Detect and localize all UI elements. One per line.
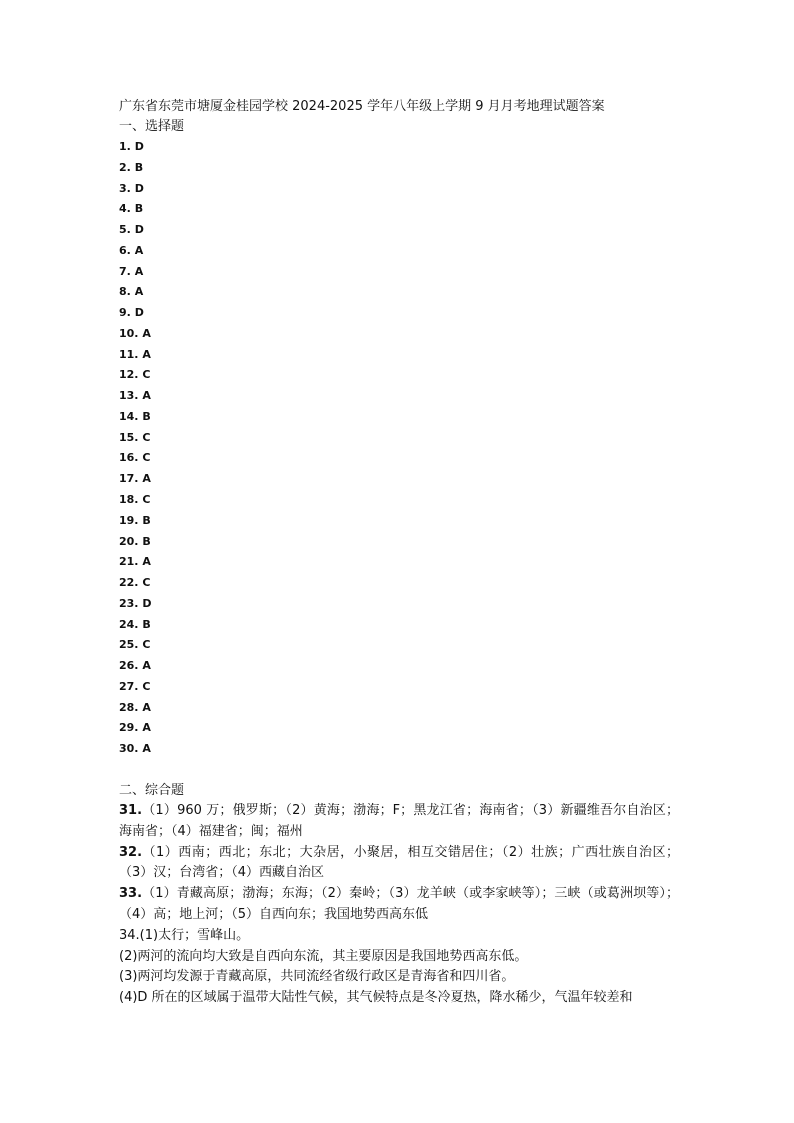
answer-choice: B bbox=[142, 534, 151, 548]
answer-choice: A bbox=[134, 285, 144, 299]
question-34-line-4: (4)D 所在的区域属于温带大陆性气候，其气候特点是冬冷夏热，降水稀少，气温年较差和 bbox=[119, 990, 633, 1006]
answer-item bbox=[119, 490, 679, 511]
answer-choice: D bbox=[134, 140, 144, 153]
question-33-text: （1）青藏高原；渤海；东海；（2）秦岭；（3）龙羊峡（或李家峡等）；三峡（或葛洲坝等）；（4）高；地上河；（5）自西向东；我国地势西高东低 bbox=[119, 886, 679, 922]
answer-number: 13. bbox=[119, 389, 139, 403]
answer-item bbox=[119, 511, 679, 532]
answer-number: 8. bbox=[119, 285, 131, 299]
answer-choice: D bbox=[142, 596, 152, 610]
answer-choice: C bbox=[142, 493, 151, 507]
answer-item bbox=[119, 532, 679, 553]
question-31-text: （1）960 万；俄罗斯；（2）黄海；渤海；F；黑龙江省；海南省；（3）新疆维吾尔自治区；海南省；（4）福建省；闽；福州 bbox=[119, 802, 679, 839]
answer-item bbox=[119, 303, 679, 324]
question-33-number: 33. bbox=[119, 886, 143, 902]
multiple-choice-answer-list bbox=[119, 137, 679, 760]
question-34-line-3: (3)两河均发源于青藏高原，共同流经省级行政区是青海省和四川省。 bbox=[119, 969, 515, 985]
answer-number: 9. bbox=[119, 306, 131, 320]
answer-choice: A bbox=[142, 555, 151, 569]
answer-choice: D bbox=[134, 223, 144, 237]
answer-number: 1. bbox=[119, 140, 131, 153]
document-title: 广东省东莞市塘厦金桂园学校 2024-2025 学年八年级上学期 9 月月考地理试题答案 bbox=[119, 99, 605, 114]
answer-number: 14. bbox=[119, 409, 139, 423]
question-34-line-1: 34.(1)太行；雪峰山。 bbox=[119, 927, 250, 943]
answer-item bbox=[119, 137, 679, 158]
answer-item bbox=[119, 594, 679, 615]
answer-number: 21. bbox=[119, 555, 139, 569]
answer-choice: C bbox=[142, 576, 151, 590]
answer-item bbox=[119, 573, 679, 594]
answer-item bbox=[119, 345, 679, 366]
answer-number: 23. bbox=[119, 596, 139, 610]
answer-item bbox=[119, 282, 679, 303]
answer-number: 10. bbox=[119, 326, 139, 340]
answer-choice: C bbox=[142, 368, 151, 382]
answer-choice: A bbox=[142, 700, 151, 714]
answer-choice: A bbox=[142, 721, 151, 735]
answer-choice: A bbox=[142, 742, 151, 756]
answer-number: 15. bbox=[119, 430, 139, 444]
answer-number: 3. bbox=[119, 181, 131, 195]
answer-choice: D bbox=[134, 181, 144, 195]
section-one-heading: 一、选择题 bbox=[119, 119, 185, 134]
answer-choice: C bbox=[142, 430, 151, 444]
answer-number: 20. bbox=[119, 534, 139, 548]
question-34-line-2: (2)两河的流向均大致是自西向东流，其主要原因是我国地势西高东低。 bbox=[119, 948, 528, 964]
answer-choice: A bbox=[134, 243, 144, 257]
answer-number: 29. bbox=[119, 721, 139, 735]
answer-item bbox=[119, 739, 679, 760]
answer-choice: A bbox=[142, 659, 151, 673]
answer-choice: B bbox=[142, 513, 151, 527]
answer-choice: A bbox=[142, 347, 151, 361]
answer-document bbox=[119, 97, 679, 1009]
section-spacer bbox=[119, 760, 679, 781]
answer-number: 17. bbox=[119, 472, 139, 486]
answer-item bbox=[119, 448, 679, 469]
answer-number: 6. bbox=[119, 243, 131, 257]
answer-number: 26. bbox=[119, 659, 139, 673]
question-32-text: （1）西南；西北；东北；大杂居，小聚居，相互交错居住；（2）壮族；广西壮族自治区；（3）汉；台湾省；（4）西藏自治区 bbox=[119, 844, 679, 881]
question-32-number: 32. bbox=[119, 844, 143, 860]
answer-item bbox=[119, 469, 679, 490]
answer-item bbox=[119, 365, 679, 386]
answer-choice: C bbox=[142, 679, 151, 693]
answer-number: 19. bbox=[119, 513, 139, 527]
answer-number: 2. bbox=[119, 160, 131, 174]
answer-number: 5. bbox=[119, 223, 131, 237]
answer-choice: A bbox=[134, 264, 144, 278]
answer-choice: A bbox=[142, 472, 151, 486]
answer-number: 24. bbox=[119, 617, 139, 631]
answer-item bbox=[119, 158, 679, 179]
answer-item bbox=[119, 386, 679, 407]
question-33-answer bbox=[119, 884, 679, 926]
answer-item bbox=[119, 635, 679, 656]
answer-item bbox=[119, 656, 679, 677]
answer-item bbox=[119, 698, 679, 719]
answer-choice: A bbox=[142, 389, 151, 403]
answer-choice: B bbox=[142, 617, 151, 631]
answer-item bbox=[119, 615, 679, 636]
answer-number: 30. bbox=[119, 742, 139, 756]
answer-item bbox=[119, 179, 679, 200]
answer-number: 27. bbox=[119, 679, 139, 693]
answer-number: 18. bbox=[119, 493, 139, 507]
answer-number: 4. bbox=[119, 202, 131, 216]
question-32-answer bbox=[119, 843, 679, 885]
answer-number: 16. bbox=[119, 451, 139, 465]
answer-number: 28. bbox=[119, 700, 139, 714]
answer-item bbox=[119, 428, 679, 449]
section-two-heading: 二、综合题 bbox=[119, 782, 185, 798]
answer-choice: D bbox=[134, 306, 144, 320]
question-31-number: 31. bbox=[119, 802, 143, 818]
answer-choice: B bbox=[134, 160, 144, 174]
answer-number: 7. bbox=[119, 264, 131, 278]
answer-choice: C bbox=[142, 451, 151, 465]
answer-item bbox=[119, 718, 679, 739]
answer-item bbox=[119, 552, 679, 573]
answer-choice: B bbox=[134, 202, 144, 216]
answer-choice: A bbox=[142, 326, 151, 340]
answer-item bbox=[119, 199, 679, 220]
question-31-answer bbox=[119, 801, 679, 843]
answer-item bbox=[119, 241, 679, 262]
answer-item bbox=[119, 677, 679, 698]
answer-item bbox=[119, 262, 679, 283]
answer-item bbox=[119, 220, 679, 241]
answer-item bbox=[119, 324, 679, 345]
answer-number: 11. bbox=[119, 347, 139, 361]
answer-number: 25. bbox=[119, 638, 139, 652]
answer-choice: C bbox=[142, 638, 151, 652]
answer-choice: B bbox=[142, 409, 151, 423]
answer-number: 12. bbox=[119, 368, 139, 382]
answer-item bbox=[119, 407, 679, 428]
answer-number: 22. bbox=[119, 576, 139, 590]
